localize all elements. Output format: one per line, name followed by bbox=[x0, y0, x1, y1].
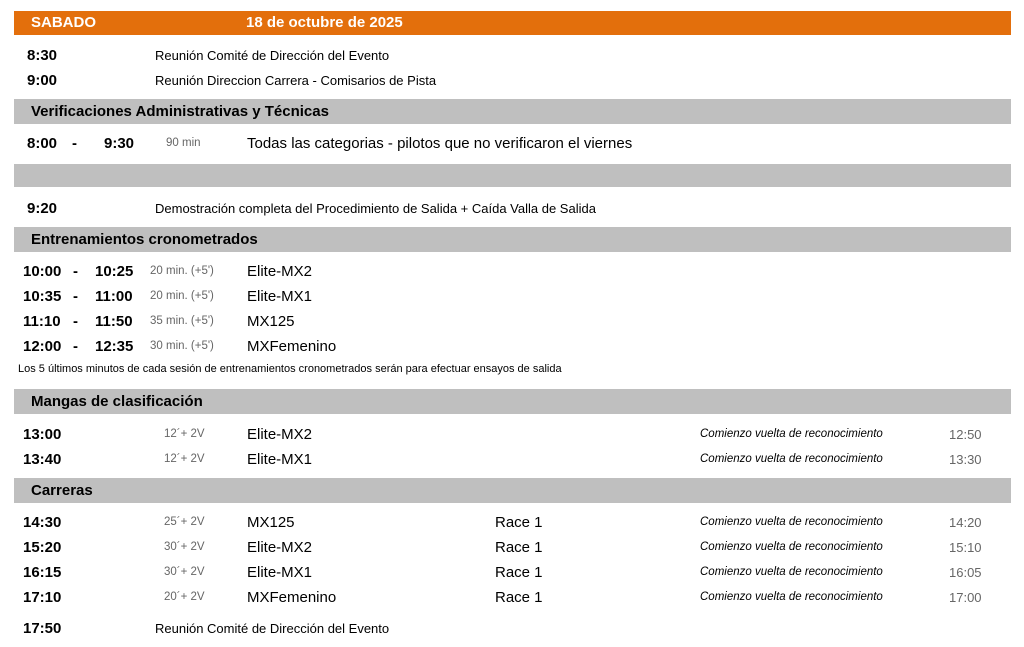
demo-time: 9:20 bbox=[27, 200, 58, 217]
race-time: 16:15 bbox=[23, 564, 62, 581]
session-end: 11:00 bbox=[95, 288, 133, 305]
session-end: 11:50 bbox=[95, 313, 133, 330]
recon-time: 17:00 bbox=[949, 590, 982, 605]
race-category: MX125 bbox=[247, 514, 295, 531]
date-label: 18 de octubre de 2025 bbox=[246, 14, 403, 31]
session-start: 10:35 bbox=[23, 288, 62, 305]
meeting-time: 17:50 bbox=[23, 620, 62, 637]
race-number: Race 1 bbox=[495, 514, 543, 531]
session-category: MXFemenino bbox=[247, 338, 337, 355]
recon-label: Comienzo vuelta de reconocimiento bbox=[700, 453, 883, 465]
session-separator: - bbox=[73, 288, 78, 305]
verificaciones-separator: - bbox=[72, 135, 77, 152]
meeting-time: 9:00 bbox=[27, 72, 58, 89]
race-category: MXFemenino bbox=[247, 589, 337, 606]
session-start: 10:00 bbox=[23, 263, 62, 280]
session-category: MX125 bbox=[247, 313, 295, 330]
recon-time: 13:30 bbox=[949, 452, 982, 467]
recon-time: 16:05 bbox=[949, 565, 982, 580]
session-start: 12:00 bbox=[23, 338, 62, 355]
section-spacer-bar bbox=[14, 164, 1011, 187]
section-header-verificaciones bbox=[14, 99, 1011, 124]
heat-time: 13:40 bbox=[23, 451, 62, 468]
race-category: Elite-MX2 bbox=[247, 539, 313, 556]
race-laps: 20´+ 2V bbox=[164, 591, 205, 603]
race-laps: 30´+ 2V bbox=[164, 566, 205, 578]
verificaciones-end: 9:30 bbox=[104, 135, 135, 152]
section-header-mangas bbox=[14, 389, 1011, 414]
race-time: 14:30 bbox=[23, 514, 62, 531]
heat-laps: 12´+ 2V bbox=[164, 428, 205, 440]
recon-time: 15:10 bbox=[949, 540, 982, 555]
day-label: SABADO bbox=[31, 14, 97, 31]
meeting-time: 8:30 bbox=[27, 47, 58, 64]
demo-text: Demostración completa del Procedimiento de Salida + Caída Valla de Salida bbox=[155, 201, 596, 216]
section-header-carreras bbox=[14, 478, 1011, 503]
race-laps: 25´+ 2V bbox=[164, 516, 205, 528]
meeting-text: Reunión Comité de Dirección del Evento bbox=[155, 621, 390, 636]
race-time: 15:20 bbox=[23, 539, 62, 556]
session-category: Elite-MX2 bbox=[247, 263, 313, 280]
race-time: 17:10 bbox=[23, 589, 62, 606]
recon-time: 14:20 bbox=[949, 515, 982, 530]
session-separator: - bbox=[73, 338, 78, 355]
recon-label: Comienzo vuelta de reconocimiento bbox=[700, 591, 883, 603]
section-header-entrenamientos bbox=[14, 227, 1011, 252]
entrenamientos-note: Los 5 últimos minutos de cada sesión de entrenamientos cronometrados serán para efectuar ensayos de salida bbox=[18, 363, 562, 375]
session-duration: 20 min. (+5') bbox=[150, 265, 214, 277]
race-number: Race 1 bbox=[495, 564, 543, 581]
day-header-bar bbox=[14, 11, 1011, 35]
recon-label: Comienzo vuelta de reconocimiento bbox=[700, 566, 883, 578]
verificaciones-start: 8:00 bbox=[27, 135, 58, 152]
section-title: Carreras bbox=[31, 482, 93, 499]
section-title: Entrenamientos cronometrados bbox=[31, 231, 258, 248]
session-end: 10:25 bbox=[95, 263, 134, 280]
verificaciones-duration: 90 min bbox=[166, 137, 201, 149]
race-laps: 30´+ 2V bbox=[164, 541, 205, 553]
session-duration: 20 min. (+5') bbox=[150, 290, 214, 302]
recon-label: Comienzo vuelta de reconocimiento bbox=[700, 516, 883, 528]
verificaciones-text: Todas las categorias - pilotos que no verificaron el viernes bbox=[247, 135, 633, 152]
recon-label: Comienzo vuelta de reconocimiento bbox=[700, 541, 883, 553]
race-number: Race 1 bbox=[495, 539, 543, 556]
meeting-text: Reunión Direccion Carrera - Comisarios de Pista bbox=[155, 73, 437, 88]
session-duration: 35 min. (+5') bbox=[150, 315, 214, 327]
heat-laps: 12´+ 2V bbox=[164, 453, 205, 465]
heat-time: 13:00 bbox=[23, 426, 62, 443]
recon-label: Comienzo vuelta de reconocimiento bbox=[700, 428, 883, 440]
session-separator: - bbox=[73, 263, 78, 280]
heat-category: Elite-MX2 bbox=[247, 426, 313, 443]
race-category: Elite-MX1 bbox=[247, 564, 313, 581]
session-separator: - bbox=[73, 313, 78, 330]
heat-category: Elite-MX1 bbox=[247, 451, 313, 468]
recon-time: 12:50 bbox=[949, 427, 982, 442]
race-number: Race 1 bbox=[495, 589, 543, 606]
meeting-text: Reunión Comité de Dirección del Evento bbox=[155, 48, 390, 63]
session-end: 12:35 bbox=[95, 338, 134, 355]
session-start: 11:10 bbox=[23, 313, 61, 330]
section-title: Mangas de clasificación bbox=[31, 393, 203, 410]
session-duration: 30 min. (+5') bbox=[150, 340, 214, 352]
session-category: Elite-MX1 bbox=[247, 288, 313, 305]
section-title: Verificaciones Administrativas y Técnicas bbox=[31, 103, 329, 120]
